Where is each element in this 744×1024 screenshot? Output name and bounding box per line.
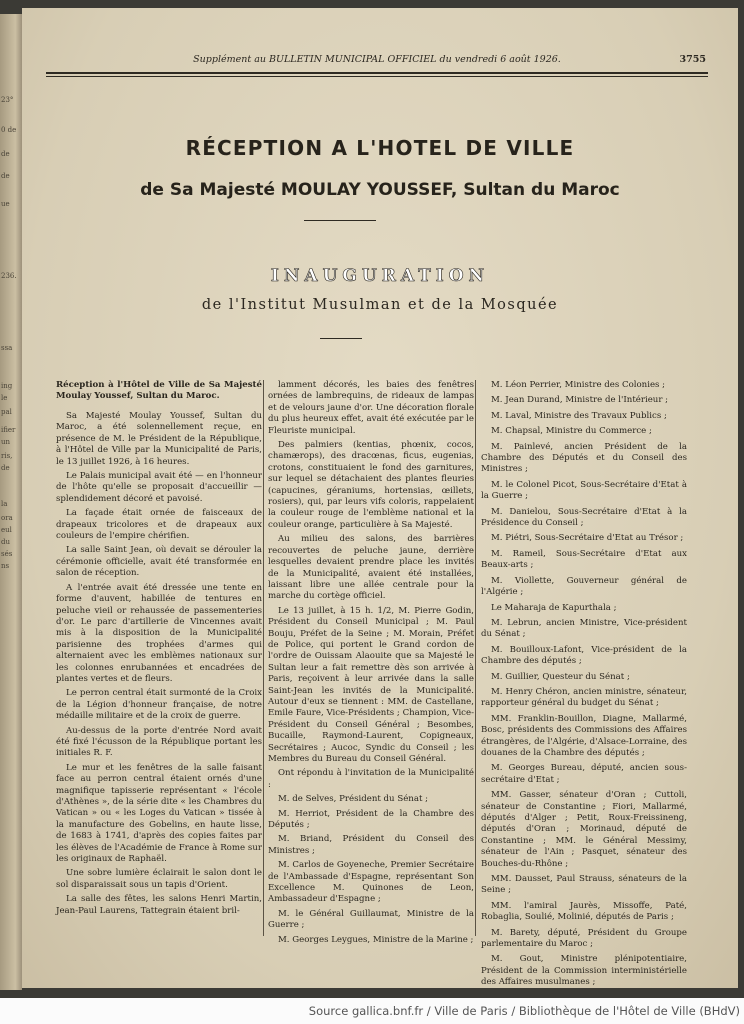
paragraph: M. Carlos de Goyeneche, Premier Secrétaire de l'Ambassade d'Espagne, représentant Son Excellence M. Quinones de Leon, Ambassadeur d'Espagne ; [268, 860, 474, 905]
paragraph: M. Briand, Président du Conseil des Ministres ; [268, 834, 474, 856]
paragraph: M. Viollette, Gouverneur général de l'Algérie ; [481, 575, 687, 598]
paragraph: M. Jean Durand, Ministre de l'Intérieur ; [491, 395, 669, 406]
paragraph: M. le Colonel Picot, Sous-Secrétaire d'Etat à la Guerre ; [481, 479, 687, 502]
paragraph: MM. Franklin-Bouillon, Diagne, Mallarmé, Bosc, présidents des Commissions des Affaires étrangères, de l'Algérie, d'Alsace-Lorraine, des douanes de la Chambre des députés ; [481, 713, 687, 758]
paragraph: Le perron central était surmonté de la Croix de la Légion d'honneur française, de notre médaille militaire et de la croix de guerre. [56, 688, 262, 722]
sub-title: de Sa Majesté MOULAY YOUSSEF, Sultan du Maroc [140, 180, 620, 200]
margin-fragment: le [1, 394, 8, 402]
paragraph: M. Rameil, Sous-Secrétaire d'Etat aux Beaux-arts ; [481, 548, 687, 571]
page-number: 3755 [679, 54, 706, 65]
paragraph: M. de Selves, Président du Sénat ; [278, 794, 429, 805]
paragraph: La salle des fêtes, les salons Henri Martin, Jean-Paul Laurens, Tattegrain étaient bril- [56, 894, 262, 916]
margin-fragment: ns [1, 562, 10, 570]
margin-fragment: du [1, 538, 10, 546]
margin-fragment: de [1, 172, 10, 180]
paragraph: Le Palais municipal avait été — en l'honneur de l'hôte qu'elle se proposait d'accueillir — splendidement décoré et pavoisé. [56, 471, 262, 504]
margin-fragment: pal [1, 408, 12, 416]
paragraph: M. Léon Perrier, Ministre des Colonies ; [491, 380, 666, 390]
column-3 [481, 380, 687, 988]
paragraph: M. Danielou, Sous-Secrétaire d'Etat à la Présidence du Conseil ; [481, 506, 687, 529]
margin-fragment: ifier [1, 426, 16, 434]
running-head: Supplément au BULLETIN MUNICIPAL OFFICIEL du vendredi 6 août 1926. [193, 54, 561, 65]
paragraph: Le 13 juillet, à 15 h. 1/2, M. Pierre Godin, Président du Conseil Municipal ; M. Paul Bouju, Préfet de la Seine ; M. Morain, Préfet de Police, qui portent le Grand cordon de l'ordre de Ouissam Alaouite que sa Majesté le Sultan leur a fait remettre dès son arrivée à Paris, reçoivent à leur arrivée dans la salle Saint-Jean les invités de la Municipalité. Autour d'eux se tiennent : MM. de Castellane, Emile Faure, Vice-Présidents ; Champion, Vice-Président du Conseil Général ; Besombes, Bucaille, Raymond-Laurent, Copigneaux, Secrétaires ; Aucoc, Syndic du Conseil ; les Membres du Bureau du Conseil Général. [268, 605, 474, 764]
paragraph: M. Piétri, Sous-Secrétaire d'Etat au Trésor ; [491, 533, 684, 544]
adjacent-page-edge [0, 14, 22, 990]
column-rule [263, 380, 264, 936]
margin-fragment: ssa [1, 344, 13, 352]
main-title: RÉCEPTION A L'HOTEL DE VILLE [185, 136, 575, 160]
margin-fragment: sés [1, 550, 13, 558]
paragraph: Le Maharaja de Kapurthala ; [491, 602, 617, 613]
section-title: INAUGURATION [270, 266, 490, 286]
margin-fragment: 236. [1, 272, 17, 280]
paragraph: M. Painlevé, ancien Président de la Chambre des Députés et du Conseil des Ministres ; [481, 441, 687, 475]
newspaper-page [22, 8, 738, 988]
paragraph: M. le Général Guillaumat, Ministre de la Guerre ; [268, 908, 474, 931]
paragraph: lamment décorés, les baies des fenêtres ornées de lambrequins, de rideaux de lampas et de velours jaune d'or. Une décoration florale du plus heureux effet, avait été exécutée par le Fleuriste municipal. [268, 380, 474, 436]
margin-fragment: 0 de [1, 126, 17, 134]
paragraph: M. Henry Chéron, ancien ministre, sénateur, rapporteur général du budget du Sénat ; [481, 686, 687, 709]
source-credit: Source gallica.bnf.fr / Ville de Paris / Bibliothèque de l'Hôtel de Ville (BHdV) [308, 1004, 740, 1018]
paragraph: Ont répondu à l'invitation de la Municipalité : [268, 768, 474, 790]
paragraph: M. Chapsal, Ministre du Commerce ; [491, 426, 652, 437]
paragraph: Au-dessus de la porte d'entrée Nord avait été fixé l'écusson de la République portant les initiales R. F. [56, 725, 262, 759]
paragraph: Des palmiers (kentias, phœnix, cocos, chamærops), des dracœnas, ficus, eugenias, crotons, constituaient le fond des garnitures, sur lequel se détachaient des plantes fleuries (capucines, géraniums, hortensias, œillets, rosiers), qui, par leurs vifs coloris, rappelaient la couleur rouge de l'emblème national et la couleur orange, particulière à Sa Majesté. [268, 440, 474, 530]
title-divider [304, 220, 376, 221]
article-heading: Réception à l'Hôtel de Ville de Sa Majesté Moulay Youssef, Sultan du Maroc. [56, 380, 262, 401]
column-2 [268, 380, 474, 945]
paragraph: M. Lebrun, ancien Ministre, Vice-président du Sénat ; [481, 617, 687, 640]
margin-fragment: ing [1, 382, 13, 390]
paragraph: M. Georges Bureau, député, ancien sous-secrétaire d'Etat ; [481, 763, 687, 785]
paragraph: MM. l'amiral Jaurès, Missoffe, Paté, Robaglia, Soulié, Molinié, députés de Paris ; [481, 900, 687, 923]
margin-fragment: ue [1, 200, 10, 208]
paragraph: Au milieu des salons, des barrières recouvertes de peluche jaune, derrière lesquelles devaient prendre place les invités de la Municipalité, avaient été installées, laissant libre une allée centrale pour la marche du cortège officiel. [268, 534, 474, 602]
margin-fragment: de [1, 150, 10, 158]
paragraph: M. Gout, Ministre plénipotentiaire, Président de la Commission interministérielle des Affaires musulmanes ; [481, 954, 687, 988]
paragraph: M. Georges Leygues, Ministre de la Marine ; [278, 934, 474, 945]
paragraph: M. Bouilloux-Lafont, Vice-président de la Chambre des députés ; [481, 644, 687, 667]
paragraph: Une sobre lumière éclairait le salon dont le sol disparaissait sous un tapis d'Orient. [56, 868, 262, 890]
margin-fragment: eul [1, 526, 12, 534]
paragraph: A l'entrée avait été dressée une tente en forme d'auvent, habillée de tentures en peluche vieil or rehaussée de passementeries d'or. Le parc d'artillerie de Vincennes avait mis à la disposition de la Municipalité parisienne des trophées d'armes qui alternaient avec les emblèmes nationaux sur les colonnes enrubannées et encadrées de plantes vertes et de fleurs. [56, 582, 262, 684]
paragraph: M. Barety, député, Président du Groupe parlementaire du Maroc ; [481, 927, 687, 950]
paragraph: M. Laval, Ministre des Travaux Publics ; [491, 410, 667, 421]
paragraph: Le mur et les fenêtres de la salle faisant face au perron central étaient ornés d'une magnifique tapisserie représentant « l'école d'Athènes », de la série dite « les Chambres du Vatican » ou « les Loges du Vatican » tissée à la manufacture des Gobelins, en haute lisse, de 1683 à 1741, d'après des copies faites par les élèves de l'Académie de France à Rome sur les originaux de Raphaël. [56, 762, 262, 865]
paragraph: Sa Majesté Moulay Youssef, Sultan du Maroc, a été solennellement reçue, en présence de M. le Président de la République, à l'Hôtel de Ville par la Municipalité de Paris, le 13 juillet 1926, à 16 heures. [56, 411, 262, 467]
margin-fragment: ora [1, 514, 13, 522]
margin-fragment: la [1, 500, 8, 508]
section-divider [320, 338, 362, 339]
paragraph: MM. Dausset, Paul Strauss, sénateurs de la Seine ; [481, 874, 687, 896]
column-1 [56, 380, 262, 940]
paragraph: La façade était ornée de faisceaux de drapeaux tricolores et de drapeaux aux couleurs de l'empire chérifien. [56, 508, 262, 542]
header-rule-thin [46, 76, 708, 77]
paragraph: M. Guillier, Questeur du Sénat ; [491, 671, 630, 682]
section-subtitle: de l'Institut Musulman et de la Mosquée [201, 297, 559, 313]
paragraph: MM. Gasser, sénateur d'Oran ; Cuttoli, sénateur de Constantine ; Fiori, Mallarmé, députés d'Alger ; Petit, Roux-Freissineng, députés d'Oran ; Morinaud, député de Constantine ; MM. le Général Messimy, sénateur de l'Ain ; Pasquet, sénateur des Bouches-du-Rhône ; [481, 790, 687, 869]
margin-fragment: un [1, 438, 11, 446]
margin-fragment: ris, [1, 452, 13, 460]
margin-fragment: de [1, 464, 10, 472]
paragraph: M. Herriot, Président de la Chambre des Députés ; [268, 808, 474, 831]
paragraph: La salle Saint Jean, où devait se dérouler la cérémonie officielle, avait été transformée en salon de réception. [56, 545, 262, 579]
header-rule [46, 72, 708, 74]
margin-fragment: 23° [1, 96, 14, 104]
column-rule [475, 380, 476, 936]
